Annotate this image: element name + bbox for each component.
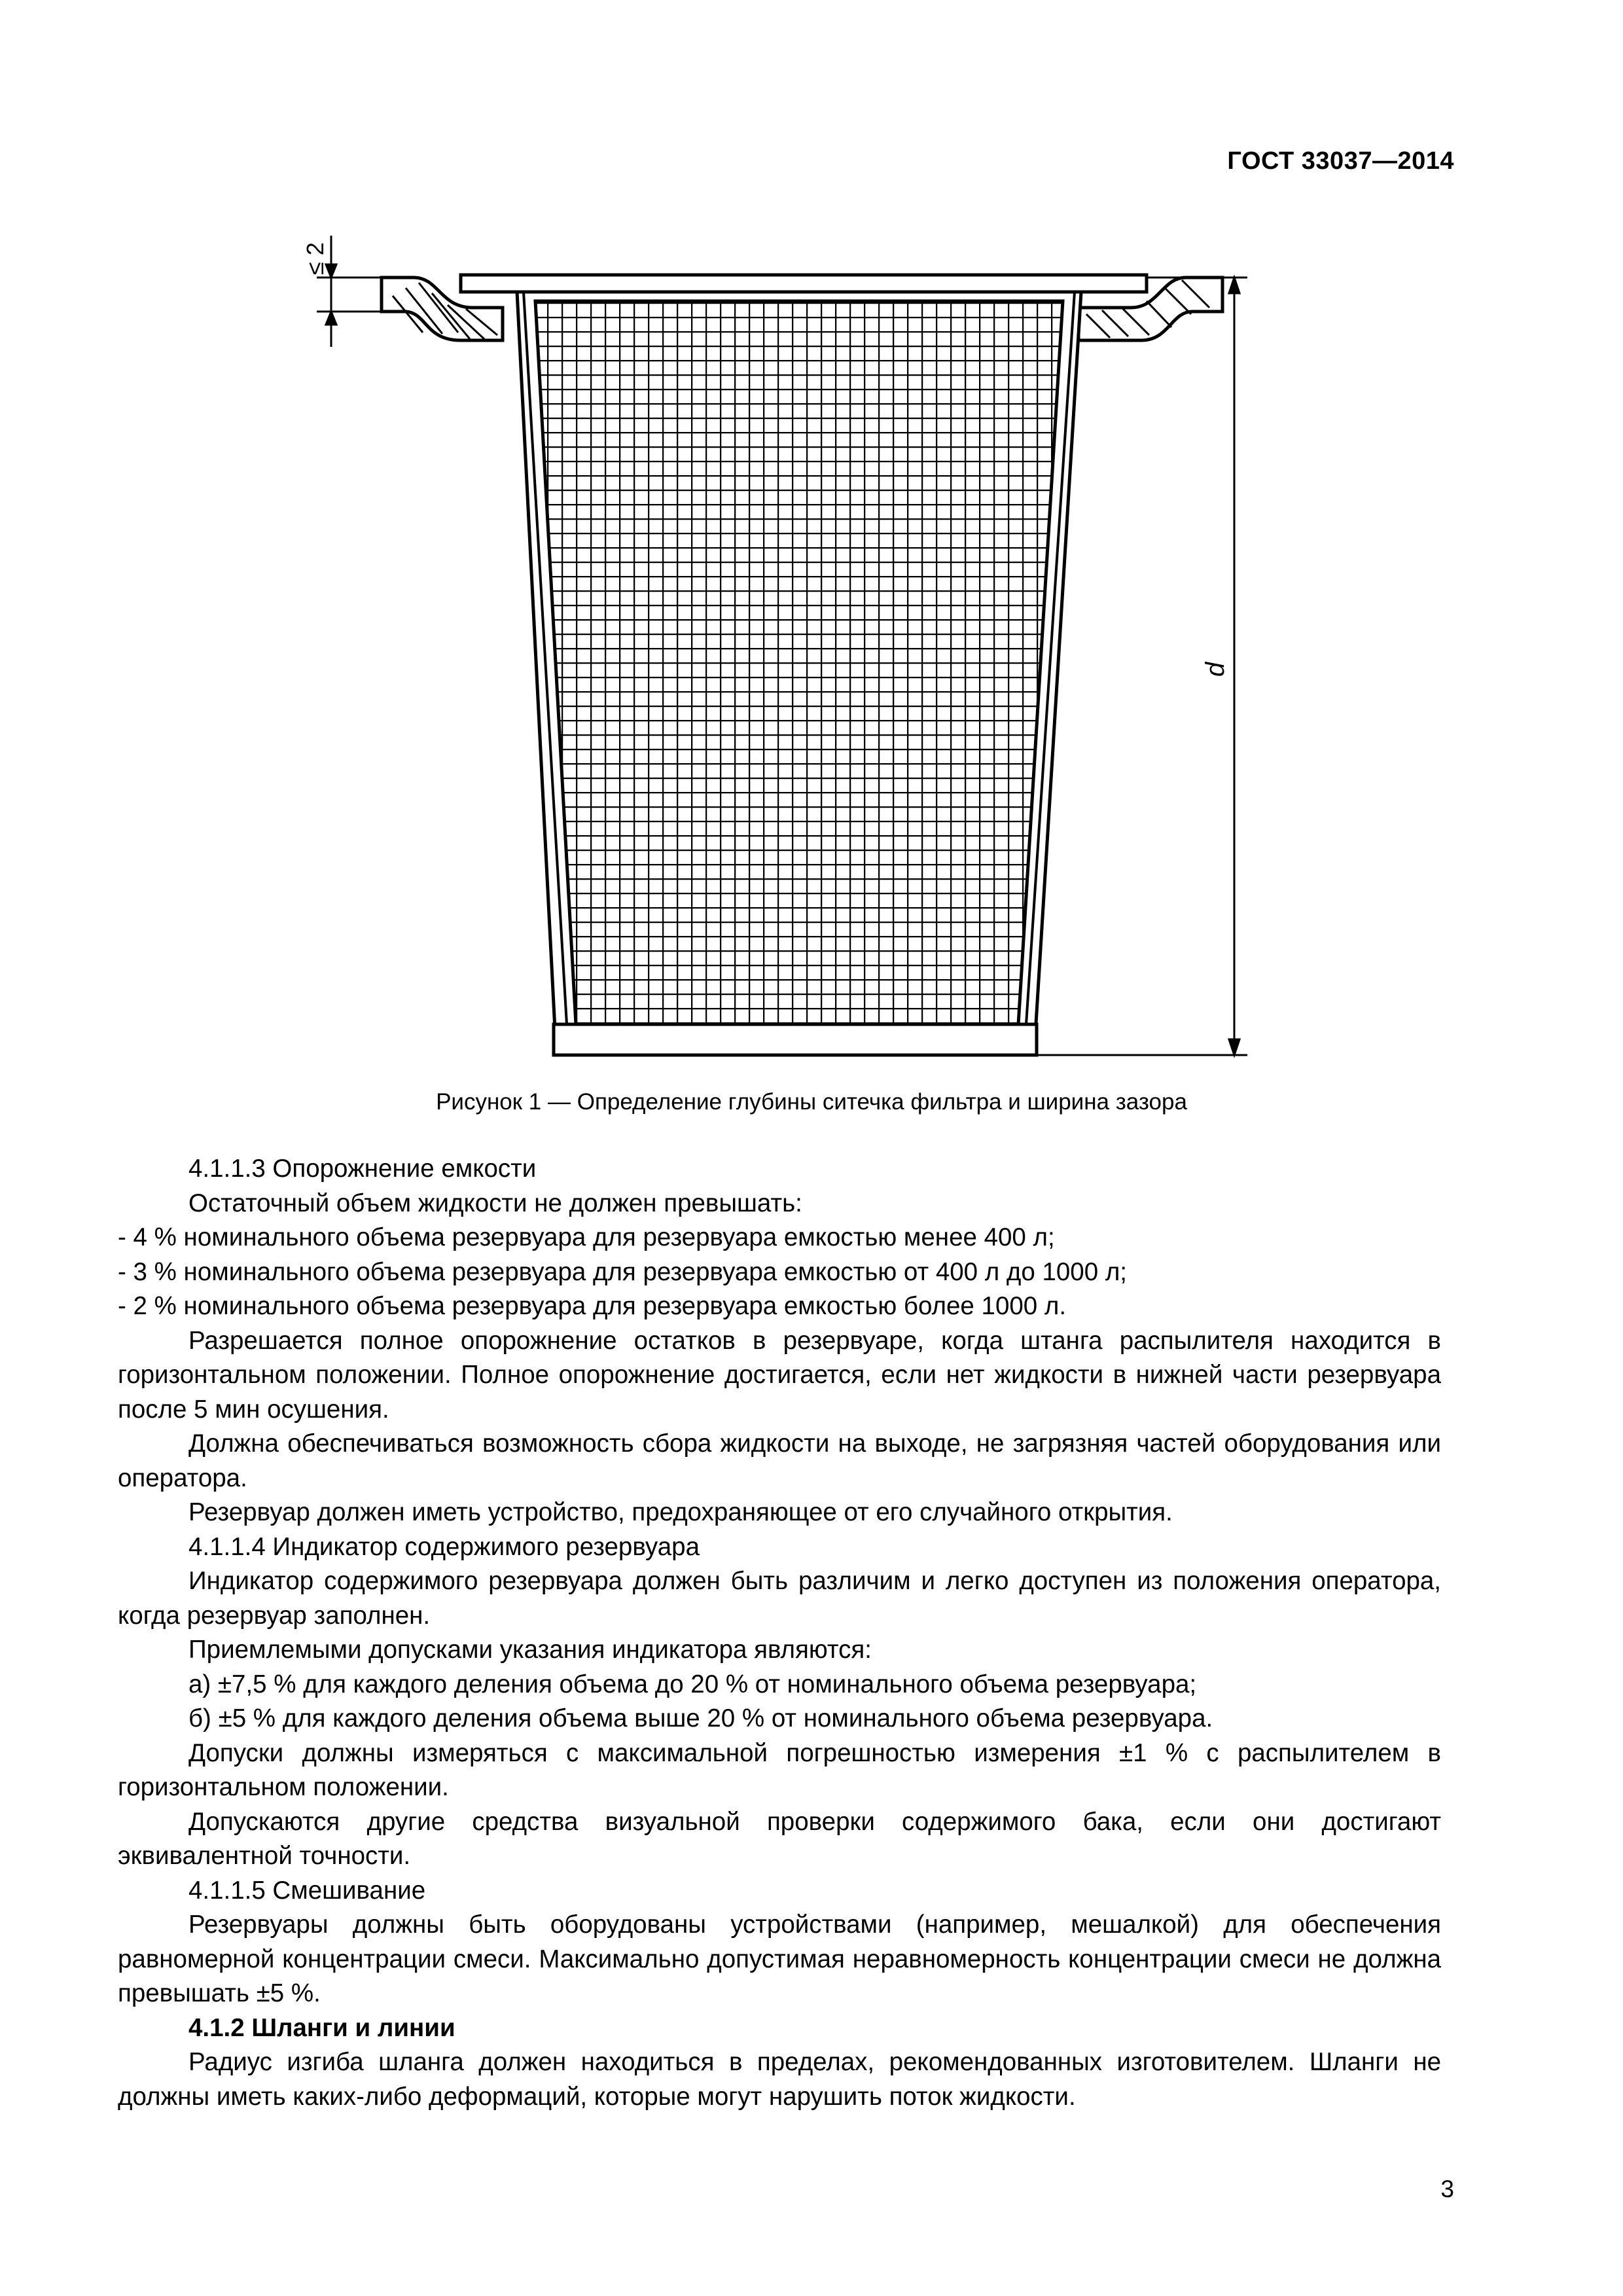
strainer-mesh xyxy=(535,301,1063,1024)
paragraph: Индикатор содержимого резервуара должен быть различим и легко доступен из положения оператора, когда резервуар заполнен. xyxy=(118,1567,1441,1630)
paragraph: Допуски должны измеряться с максимальной погрешностью измерения ±1 % с распылителем в горизонтальном положении. xyxy=(118,1738,1441,1801)
filter-strainer-figure xyxy=(0,0,1623,1086)
list-item: - 3 % номинального объема резервуара для резервуара емкостью от 400 л до 1000 л; xyxy=(118,1257,1127,1286)
strainer-flange xyxy=(461,275,1147,292)
section-heading-bold: 4.1.2 Шланги и линии xyxy=(188,2013,455,2042)
figure-caption: Рисунок 1 — Определение глубины ситечка фильтра и ширина зазора xyxy=(436,1089,1187,1115)
strainer-bottom-band xyxy=(554,1024,1037,1055)
depth-label: d xyxy=(1201,662,1230,677)
standard-designation: ГОСТ 33037—2014 xyxy=(1227,147,1454,175)
body-text xyxy=(118,1152,1441,2114)
paragraph: Допускаются другие средства визуальной проверки содержимого бака, если они достигают эквивалентной точности. xyxy=(118,1807,1441,1870)
paragraph: Остаточный объем жидкости не должен превышать: xyxy=(188,1189,802,1217)
page-number: 3 xyxy=(1440,2176,1454,2202)
section-heading: 4.1.1.4 Индикатор содержимого резервуара xyxy=(188,1532,700,1561)
gap-label: ≤ 2 xyxy=(302,242,329,275)
paragraph: Приемлемыми допусками указания индикатора являются: xyxy=(188,1636,872,1664)
section-heading: 4.1.1.5 Смешивание xyxy=(188,1876,426,1905)
paragraph: Должна обеспечиваться возможность сбора жидкости на выходе, не загрязняя частей оборудования или оператора. xyxy=(118,1429,1441,1492)
paragraph: Резервуар должен иметь устройство, предохраняющее от его случайного открытия. xyxy=(188,1498,1173,1526)
list-item: - 2 % номинального объема резервуара для резервуара емкостью более 1000 л. xyxy=(118,1292,1067,1320)
paragraph: Разрешается полное опорожнение остатков в резервуаре, когда штанга распылителя находится в горизонтальном положении. Полное опорожнение достигается, если нет жидкости в нижней части резервуара после 5 мин осушения. xyxy=(118,1326,1441,1424)
list-item: - 4 % номинального объема резервуара для резервуара емкостью менее 400 л; xyxy=(118,1223,1055,1251)
list-item: б) ±5 % для каждого деления объема выше 20 % от номинального объема резервуара. xyxy=(188,1704,1213,1732)
section-heading: 4.1.1.3 Опорожнение емкости xyxy=(188,1155,537,1183)
list-item: а) ±7,5 % для каждого деления объема до 20 % от номинального объема резервуара; xyxy=(188,1670,1197,1698)
paragraph: Радиус изгиба шланга должен находиться в пределах, рекомендованных изготовителем. Шланги не должны иметь каких-либо деформаций, которые могут нарушить поток жидкости. xyxy=(118,2048,1441,2111)
paragraph: Резервуары должны быть оборудованы устройствами (например, мешалкой) для обеспечения равномерной концентрации смеси. Максимально допустимая неравномерность концентрации смеси не должна превышать ±5 %. xyxy=(118,1910,1441,2007)
